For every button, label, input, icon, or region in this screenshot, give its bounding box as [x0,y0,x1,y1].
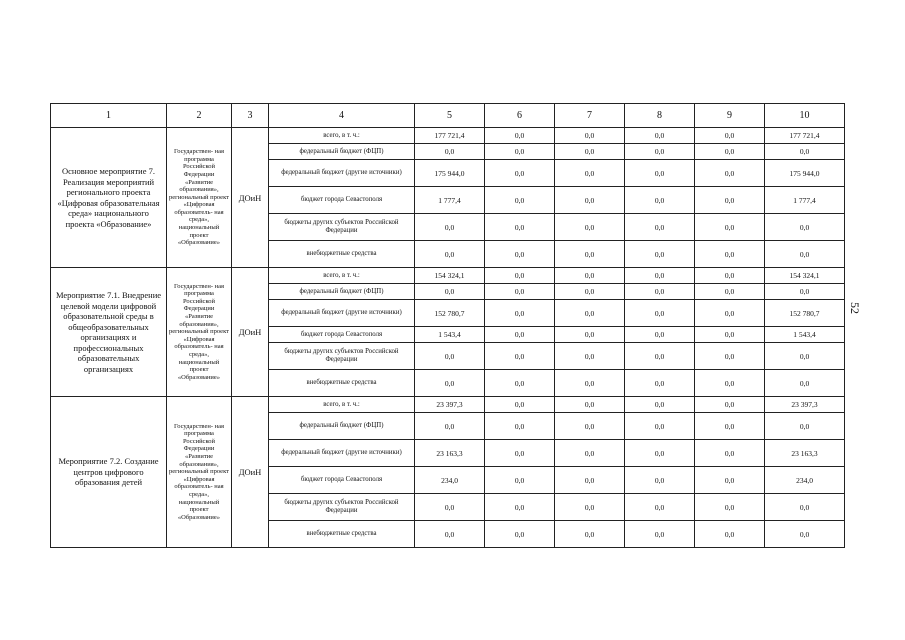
value-cell: 0,0 [415,413,485,440]
value-cell: 0,0 [625,327,695,343]
header-cell: 10 [765,104,845,128]
value-cell: 0,0 [695,128,765,144]
value-cell: 0,0 [415,284,485,300]
value-cell: 0,0 [695,343,765,370]
value-cell: 0,0 [695,327,765,343]
value-cell: 1 543,4 [415,327,485,343]
event-name-cell: Мероприятие 7.1. Внедрение целевой модели цифровой образовательной среды в общеобразовательных организациях и профессиональных образовательных организациях [51,268,167,397]
source-cell: бюджет города Севастополя [269,467,415,494]
event-name-cell: Мероприятие 7.2. Создание центров цифрового образования детей [51,397,167,548]
table-row [51,128,845,144]
value-cell: 0,0 [765,370,845,397]
program-cell: Государствен- ная программа Российской Федерации «Развитие образования», региональный проект «Цифровая образователь- ная среда», национальный проект «Образование» [167,397,232,548]
source-cell: федеральный бюджет (ФЦП) [269,144,415,160]
source-cell: федеральный бюджет (другие источники) [269,300,415,327]
value-cell: 0,0 [765,214,845,241]
value-cell: 0,0 [415,494,485,521]
page-number: 52 [848,302,862,314]
value-cell: 0,0 [625,467,695,494]
value-cell: 234,0 [415,467,485,494]
source-cell: федеральный бюджет (другие источники) [269,440,415,467]
value-cell: 0,0 [415,521,485,548]
value-cell: 0,0 [625,128,695,144]
value-cell: 177 721,4 [415,128,485,144]
value-cell: 0,0 [625,370,695,397]
value-cell: 0,0 [485,440,555,467]
value-cell: 0,0 [485,214,555,241]
source-cell: бюджет города Севастополя [269,327,415,343]
value-cell: 0,0 [485,241,555,268]
header-cell: 8 [625,104,695,128]
value-cell: 23 163,3 [765,440,845,467]
header-cell: 3 [232,104,269,128]
value-cell: 0,0 [765,144,845,160]
source-cell: всего, в т. ч.: [269,128,415,144]
value-cell: 0,0 [625,160,695,187]
value-cell: 0,0 [695,397,765,413]
value-cell: 0,0 [695,268,765,284]
value-cell: 0,0 [485,413,555,440]
value-cell: 0,0 [625,521,695,548]
value-cell: 1 777,4 [765,187,845,214]
value-cell: 0,0 [415,144,485,160]
budget-table [50,103,845,548]
value-cell: 0,0 [555,187,625,214]
value-cell: 1 543,4 [765,327,845,343]
source-cell: внебюджетные средства [269,370,415,397]
value-cell: 0,0 [695,521,765,548]
value-cell: 0,0 [415,241,485,268]
value-cell: 0,0 [485,494,555,521]
value-cell: 0,0 [695,440,765,467]
value-cell: 0,0 [625,187,695,214]
source-cell: бюджеты других субъектов Российской Федерации [269,494,415,521]
value-cell: 0,0 [555,214,625,241]
source-cell: всего, в т. ч.: [269,397,415,413]
value-cell: 0,0 [695,467,765,494]
value-cell: 0,0 [695,144,765,160]
value-cell: 0,0 [555,494,625,521]
value-cell: 0,0 [555,370,625,397]
value-cell: 175 944,0 [415,160,485,187]
value-cell: 0,0 [485,144,555,160]
value-cell: 0,0 [625,241,695,268]
executor-cell: ДОиН [232,128,269,268]
value-cell: 0,0 [625,413,695,440]
source-cell: внебюджетные средства [269,241,415,268]
header-cell: 1 [51,104,167,128]
value-cell: 0,0 [555,241,625,268]
value-cell: 0,0 [555,397,625,413]
value-cell: 0,0 [625,284,695,300]
value-cell: 152 780,7 [765,300,845,327]
source-cell: федеральный бюджет (ФЦП) [269,284,415,300]
value-cell: 23 163,3 [415,440,485,467]
value-cell: 0,0 [765,494,845,521]
source-cell: бюджет города Севастополя [269,187,415,214]
value-cell: 0,0 [485,521,555,548]
executor-cell: ДОиН [232,268,269,397]
value-cell: 0,0 [695,187,765,214]
header-cell: 9 [695,104,765,128]
value-cell: 0,0 [485,268,555,284]
value-cell: 23 397,3 [415,397,485,413]
table-header-row [51,104,845,128]
value-cell: 0,0 [765,284,845,300]
value-cell: 0,0 [485,128,555,144]
value-cell: 0,0 [415,214,485,241]
value-cell: 0,0 [485,343,555,370]
header-cell: 5 [415,104,485,128]
value-cell: 0,0 [415,370,485,397]
value-cell: 0,0 [625,440,695,467]
value-cell: 0,0 [765,241,845,268]
value-cell: 0,0 [625,343,695,370]
value-cell: 0,0 [555,521,625,548]
value-cell: 0,0 [695,370,765,397]
value-cell: 0,0 [625,300,695,327]
header-cell: 4 [269,104,415,128]
value-cell: 0,0 [625,268,695,284]
value-cell: 0,0 [625,214,695,241]
value-cell: 0,0 [555,284,625,300]
header-cell: 6 [485,104,555,128]
value-cell: 23 397,3 [765,397,845,413]
value-cell: 0,0 [765,413,845,440]
value-cell: 175 944,0 [765,160,845,187]
value-cell: 152 780,7 [415,300,485,327]
value-cell: 0,0 [485,327,555,343]
source-cell: бюджеты других субъектов Российской Федерации [269,214,415,241]
value-cell: 0,0 [695,241,765,268]
value-cell: 0,0 [695,214,765,241]
value-cell: 0,0 [415,343,485,370]
value-cell: 0,0 [555,467,625,494]
value-cell: 154 324,1 [765,268,845,284]
value-cell: 0,0 [485,160,555,187]
value-cell: 1 777,4 [415,187,485,214]
value-cell: 0,0 [555,440,625,467]
source-cell: бюджеты других субъектов Российской Федерации [269,343,415,370]
value-cell: 0,0 [695,284,765,300]
value-cell: 0,0 [695,413,765,440]
value-cell: 0,0 [625,494,695,521]
value-cell: 0,0 [695,160,765,187]
program-cell: Государствен- ная программа Российской Федерации «Развитие образования», региональный проект «Цифровая образователь- ная среда», национальный проект «Образование» [167,128,232,268]
value-cell: 0,0 [485,397,555,413]
value-cell: 0,0 [555,128,625,144]
value-cell: 0,0 [555,160,625,187]
value-cell: 0,0 [555,327,625,343]
value-cell: 0,0 [625,144,695,160]
value-cell: 0,0 [765,521,845,548]
header-cell: 7 [555,104,625,128]
value-cell: 0,0 [765,343,845,370]
source-cell: внебюджетные средства [269,521,415,548]
value-cell: 0,0 [555,144,625,160]
value-cell: 0,0 [485,284,555,300]
source-cell: всего, в т. ч.: [269,268,415,284]
value-cell: 234,0 [765,467,845,494]
value-cell: 0,0 [625,397,695,413]
source-cell: федеральный бюджет (другие источники) [269,160,415,187]
table-row [51,397,845,413]
table-row [51,268,845,284]
value-cell: 0,0 [485,467,555,494]
executor-cell: ДОиН [232,397,269,548]
value-cell: 0,0 [555,300,625,327]
event-name-cell: Основное мероприятие 7. Реализация мероприятий регионального проекта «Цифровая образовательная среда» национального проекта «Образование» [51,128,167,268]
source-cell: федеральный бюджет (ФЦП) [269,413,415,440]
value-cell: 0,0 [485,300,555,327]
value-cell: 0,0 [555,268,625,284]
value-cell: 0,0 [695,494,765,521]
value-cell: 0,0 [555,413,625,440]
value-cell: 0,0 [485,370,555,397]
value-cell: 177 721,4 [765,128,845,144]
value-cell: 0,0 [555,343,625,370]
value-cell: 154 324,1 [415,268,485,284]
header-cell: 2 [167,104,232,128]
value-cell: 0,0 [485,187,555,214]
value-cell: 0,0 [695,300,765,327]
program-cell: Государствен- ная программа Российской Федерации «Развитие образования», региональный проект «Цифровая образователь- ная среда», национальный проект «Образование» [167,268,232,397]
